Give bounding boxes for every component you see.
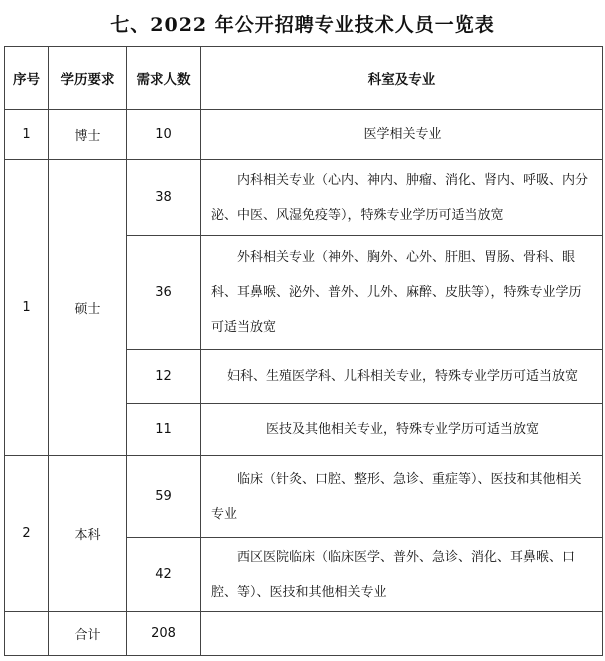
- row-major: 西区医院临床（临床医学、普外、急诊、消化、耳鼻喉、口腔、等）、医技和其他相关专业: [201, 538, 603, 612]
- row-count: 10: [127, 110, 201, 160]
- table-row: [5, 110, 603, 160]
- row-index: 1: [5, 160, 49, 456]
- row-count: 11: [127, 404, 201, 456]
- row-count: 12: [127, 350, 201, 404]
- row-education: 硕士: [49, 160, 127, 456]
- row-count: 42: [127, 538, 201, 612]
- row-major: 内科相关专业（心内、神内、肿瘤、消化、肾内、呼吸、内分泌、中医、风湿免疫等），特殊专业学历可适当放宽: [201, 160, 603, 236]
- row-count: 38: [127, 160, 201, 236]
- total-index-cell: [5, 612, 49, 656]
- row-major: 医学相关专业: [201, 110, 603, 160]
- row-count: 59: [127, 456, 201, 538]
- row-major: 妇科、生殖医学科、儿科相关专业，特殊专业学历可适当放宽: [201, 350, 603, 404]
- recruitment-table: [4, 46, 603, 656]
- header-education: 学历要求: [49, 47, 127, 110]
- header-index: 序号: [5, 47, 49, 110]
- row-education: 博士: [49, 110, 127, 160]
- row-count: 36: [127, 236, 201, 350]
- total-row: [5, 612, 603, 656]
- total-label: 合计: [49, 612, 127, 656]
- row-index: 2: [5, 456, 49, 612]
- header-count: 需求人数: [127, 47, 201, 110]
- table-row: [5, 456, 603, 538]
- total-major: [201, 612, 603, 656]
- row-education: 本科: [49, 456, 127, 612]
- table-header-row: [5, 47, 603, 110]
- table-row: [5, 160, 603, 236]
- header-major: 科室及专业: [201, 47, 603, 110]
- row-index: 1: [5, 110, 49, 160]
- row-major: 外科相关专业（神外、胸外、心外、肝胆、胃肠、骨科、眼科、耳鼻喉、泌外、普外、儿外、麻醉、皮肤等），特殊专业学历可适当放宽: [201, 236, 603, 350]
- page-title: 七、2022 年公开招聘专业技术人员一览表: [110, 14, 495, 36]
- row-major: 临床（针灸、口腔、整形、急诊、重症等）、医技和其他相关专业: [201, 456, 603, 538]
- total-count: 208: [127, 612, 201, 656]
- row-major: 医技及其他相关专业，特殊专业学历可适当放宽: [201, 404, 603, 456]
